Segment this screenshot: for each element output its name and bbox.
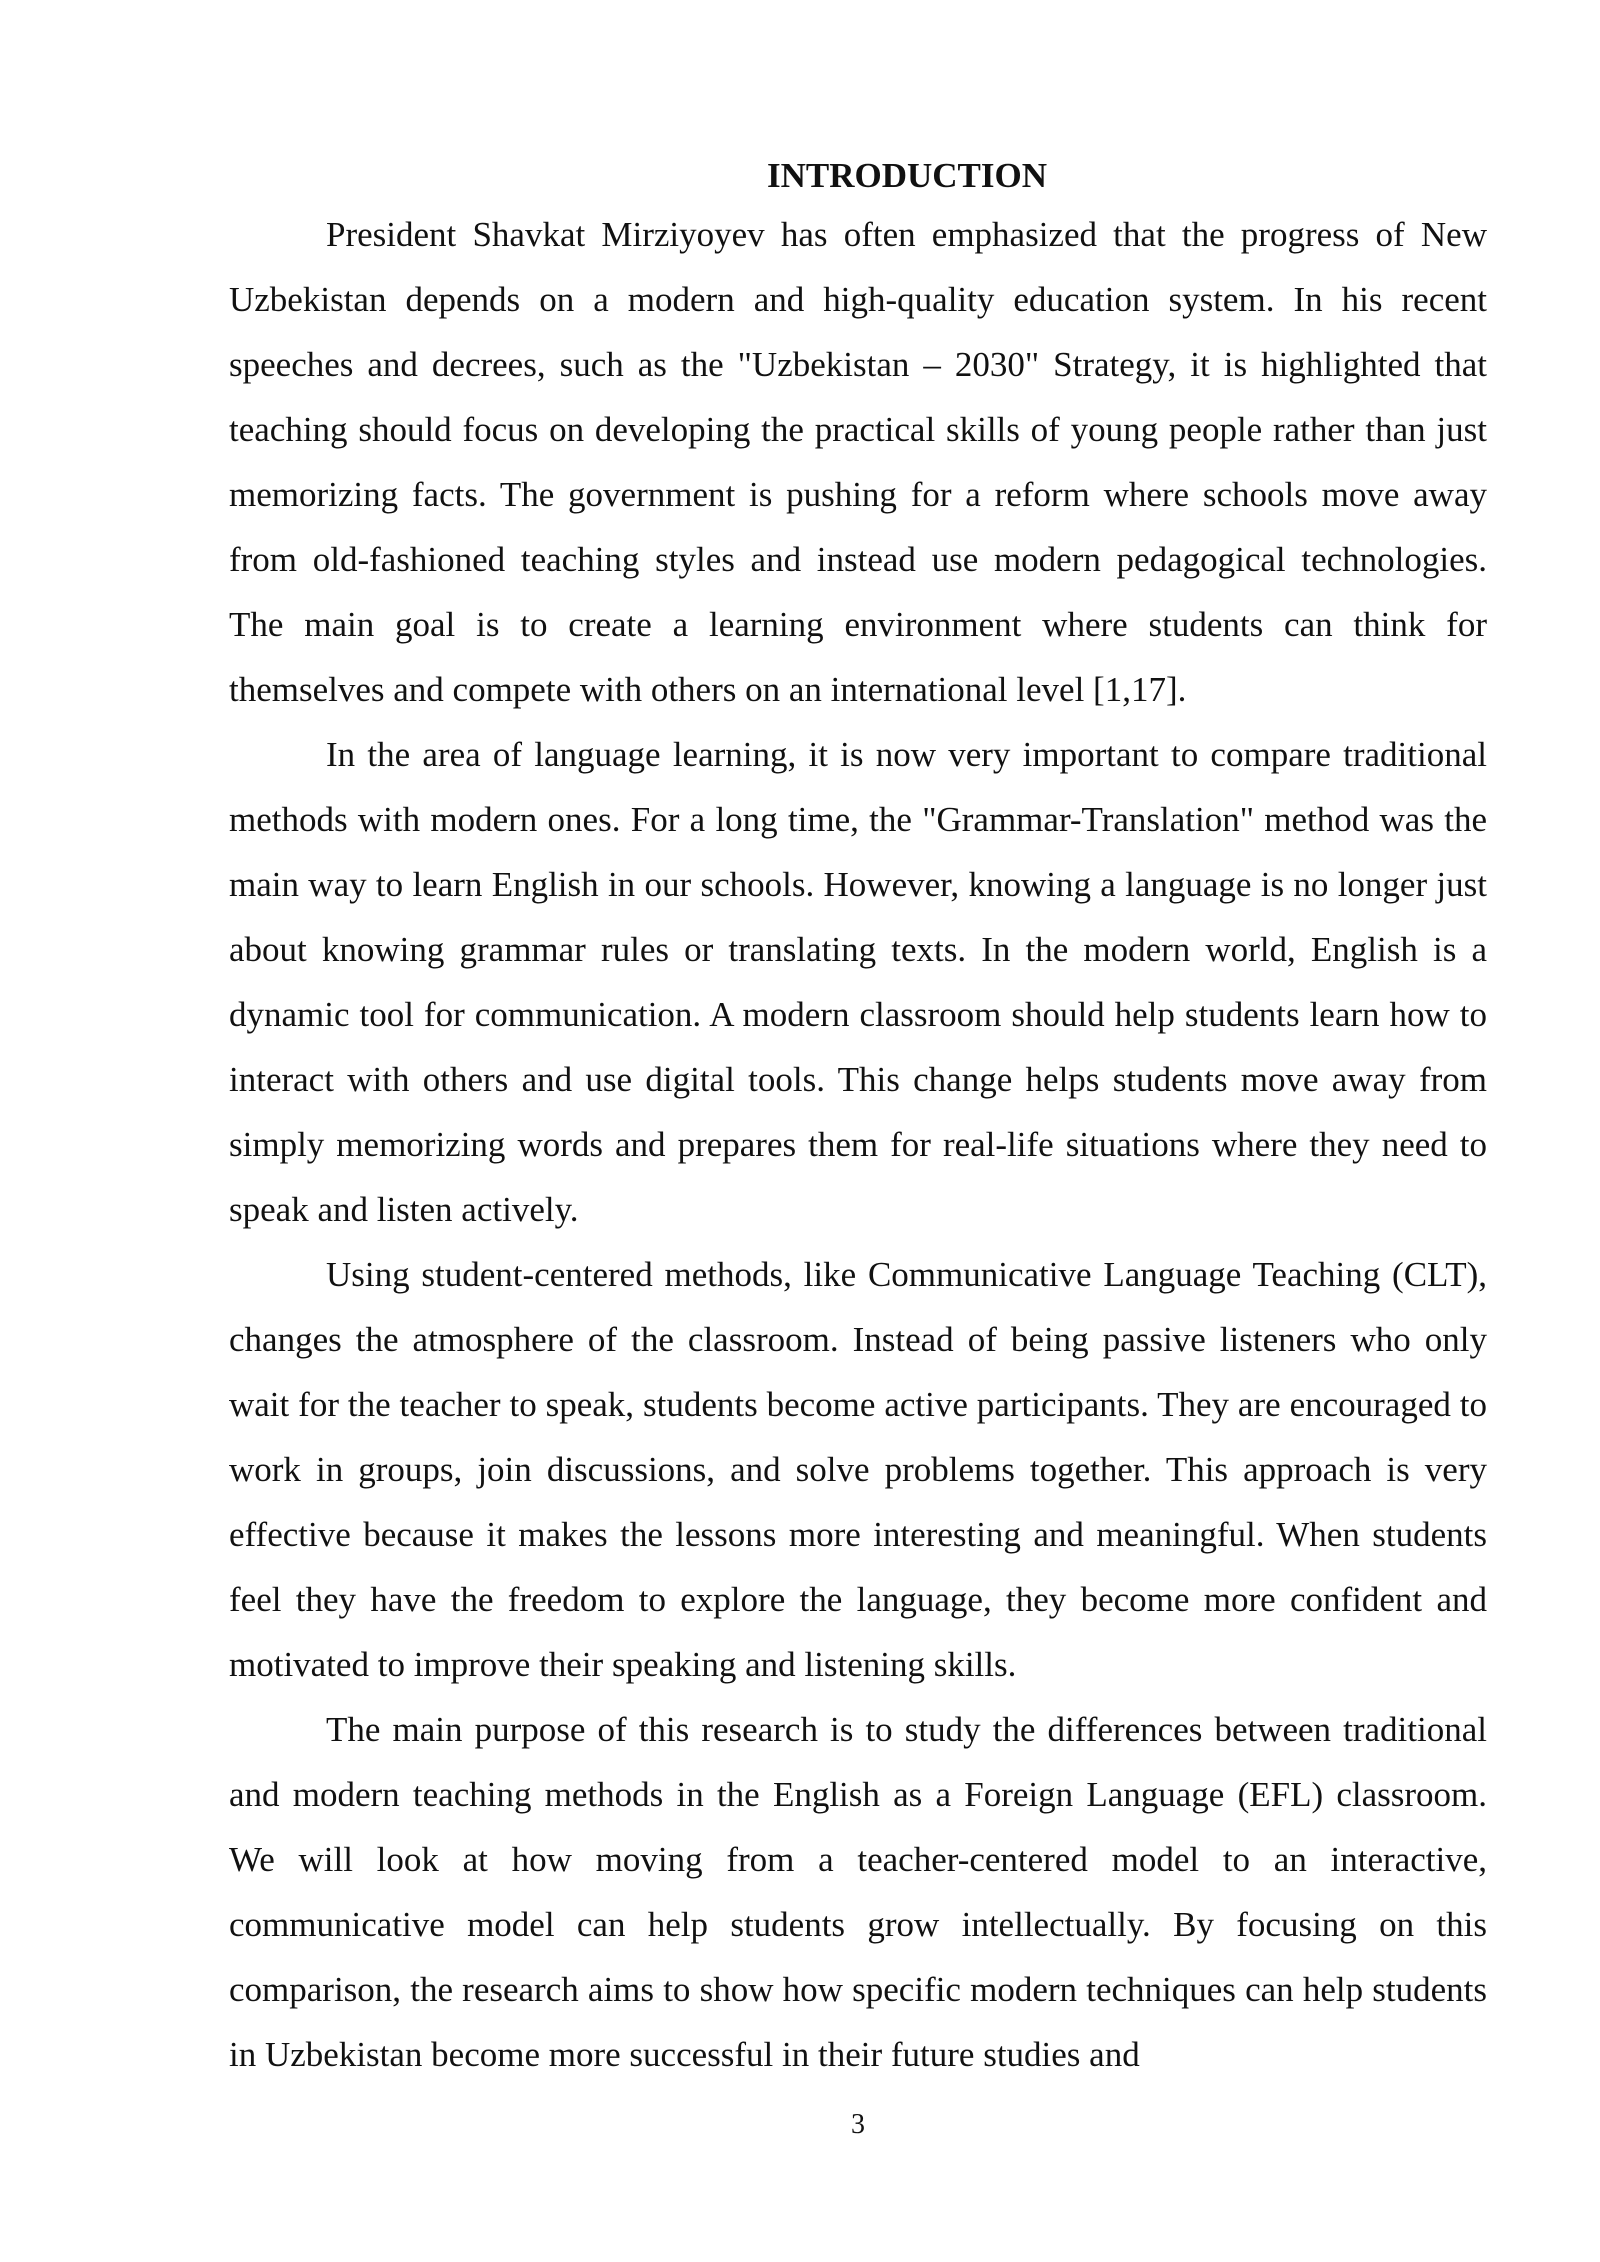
page-number: 3: [851, 2109, 865, 2140]
paragraph-1: President Shavkat Mirziyoyev has often emphasized that the progress of New Uzbekistan depends on a modern and high-quality education system. In his recent speeches and decrees, such as the "Uzbekistan – 2030" Strategy, it is highlighted that teaching should focus on developing the practical skills of young people rather than just memorizing facts. The government is pushing for a reform where schools move away from old-fashioned teaching styles and instead use modern pedagogical technologies. The main goal is to create a learning environment where students can think for themselves and compete with others on an international level [1,17].: [229, 215, 1487, 709]
document-body: [229, 150, 1487, 2087]
page-title: INTRODUCTION: [766, 156, 1048, 195]
paragraph-2: In the area of language learning, it is now very important to compare traditional methods with modern ones. For a long time, the "Grammar-Translation" method was the main way to learn English in our schools. However, knowing a language is no longer just about knowing grammar rules or translating texts. In the modern world, English is a dynamic tool for communication. A modern classroom should help students learn how to interact with others and use digital tools. This change helps students move away from simply memorizing words and prepares them for real-life situations where they need to speak and listen actively.: [229, 735, 1487, 1229]
paragraph-4: The main purpose of this research is to study the differences between traditional and modern teaching methods in the English as a Foreign Language (EFL) classroom. We will look at how moving from a teacher-centered model to an interactive, communicative model can help students grow intellectually. By focusing on this comparison, the research aims to show how specific modern techniques can help students in Uzbekistan become more successful in their future studies and: [229, 1710, 1487, 2074]
paragraph-3: Using student-centered methods, like Communicative Language Teaching (CLT), changes the atmosphere of the classroom. Instead of being passive listeners who only wait for the teacher to speak, students become active participants. They are encouraged to work in groups, join discussions, and solve problems together. This approach is very effective because it makes the lessons more interesting and meaningful. When students feel they have the freedom to explore the language, they become more confident and motivated to improve their speaking and listening skills.: [229, 1255, 1487, 1684]
